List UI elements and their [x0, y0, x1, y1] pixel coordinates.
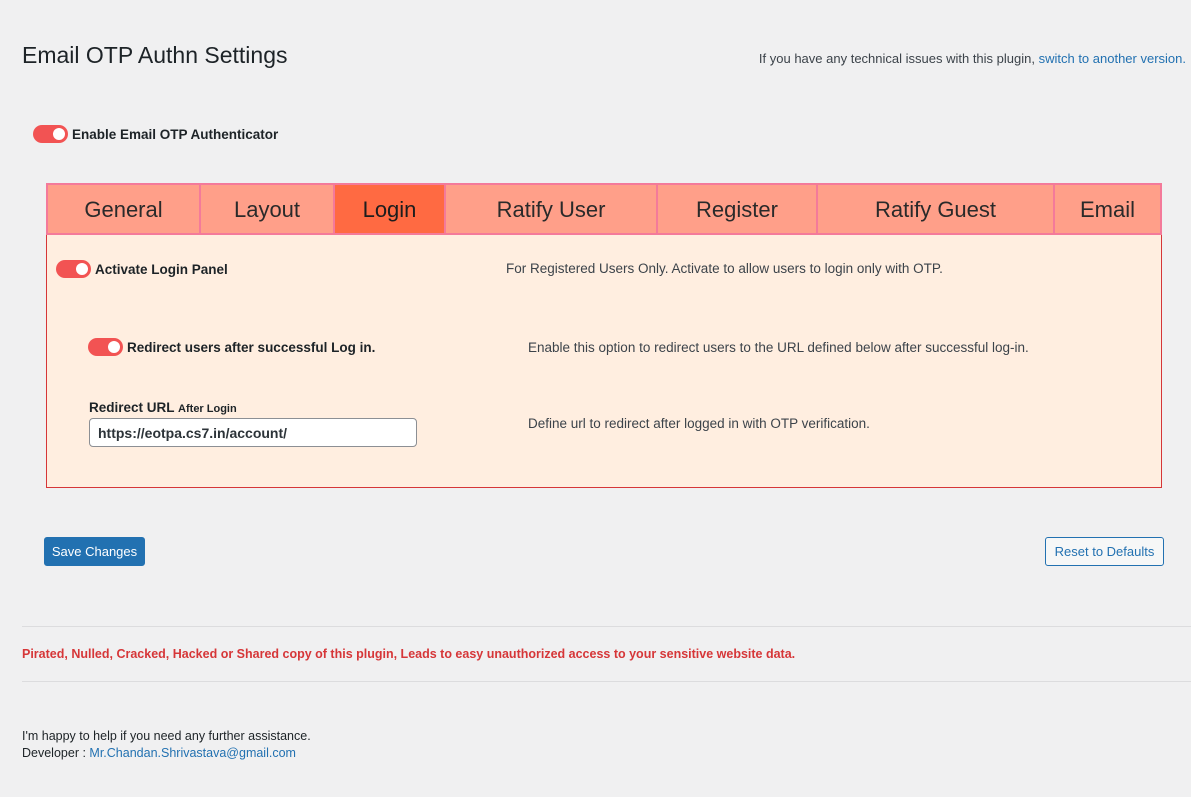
activate-login-toggle[interactable] — [56, 260, 91, 278]
enable-authenticator-row — [33, 125, 278, 143]
support-message: I'm happy to help if you need any further assistance. — [22, 729, 311, 743]
settings-tabs — [46, 183, 1162, 235]
tab-email[interactable]: Email — [1054, 183, 1162, 235]
redirect-url-label — [89, 400, 237, 415]
developer-prefix: Developer : — [22, 746, 86, 760]
switch-version-link[interactable]: switch to another version. — [1038, 51, 1186, 66]
piracy-warning: Pirated, Nulled, Cracked, Hacked or Shared copy of this plugin, Leads to easy unauthorized access to your sensitive website data. — [22, 647, 796, 661]
redirect-row — [88, 338, 375, 356]
tab-login[interactable]: Login — [334, 183, 445, 235]
redirect-description: Enable this option to redirect users to the URL defined below after successful log-in. — [528, 340, 1029, 355]
tab-general[interactable]: General — [46, 183, 200, 235]
page-title: Email OTP Authn Settings — [22, 42, 288, 68]
tab-register[interactable]: Register — [657, 183, 817, 235]
tab-layout[interactable]: Layout — [200, 183, 334, 235]
redirect-url-input[interactable] — [89, 418, 417, 447]
redirect-url-label-text: Redirect URL — [89, 400, 175, 415]
activate-login-label: Activate Login Panel — [95, 261, 228, 277]
tab-ratify-guest[interactable]: Ratify Guest — [817, 183, 1054, 235]
redirect-label: Redirect users after successful Log in. — [127, 339, 376, 355]
divider — [22, 626, 1191, 627]
support-info — [22, 728, 311, 762]
redirect-url-label-small: After Login — [178, 403, 237, 415]
version-note-text: If you have any technical issues with this plugin, — [758, 51, 1035, 66]
activate-login-description: For Registered Users Only. Activate to allow users to login only with OTP. — [506, 261, 943, 276]
reset-defaults-button[interactable]: Reset to Defaults — [1045, 537, 1164, 566]
version-note — [759, 51, 1186, 66]
activate-login-row — [56, 260, 228, 278]
enable-authenticator-toggle[interactable] — [33, 125, 68, 143]
enable-authenticator-label: Enable Email OTP Authenticator — [72, 126, 279, 142]
tab-ratify-user[interactable]: Ratify User — [445, 183, 657, 235]
login-settings-panel — [46, 235, 1162, 488]
developer-email-link[interactable]: Mr.Chandan.Shrivastava@gmail.com — [89, 746, 296, 760]
redirect-url-description: Define url to redirect after logged in with OTP verification. — [528, 416, 870, 431]
save-changes-button[interactable]: Save Changes — [44, 537, 145, 566]
divider — [22, 681, 1191, 682]
developer-line — [22, 745, 311, 762]
redirect-toggle[interactable] — [88, 338, 123, 356]
